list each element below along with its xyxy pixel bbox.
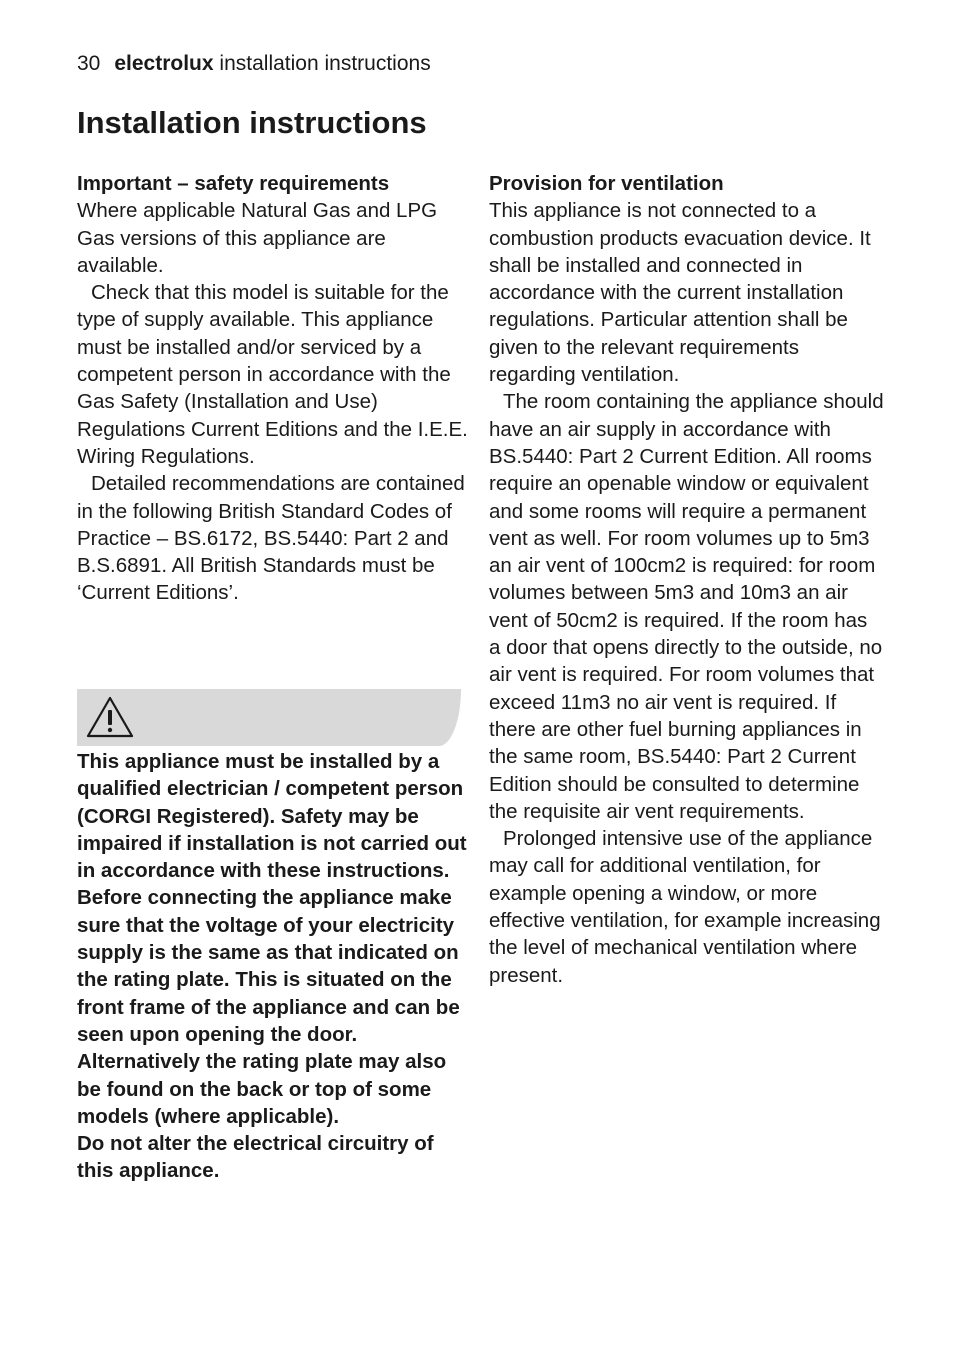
page-header bbox=[77, 50, 431, 78]
safety-paragraph: Check that this model is suitable for the type of supply available. This appliance must be installed and/or serviced by a competent person in accordance with the Gas Safety (Installation and Use) Regulations Current Editions and the I.E.E. Wiring Regulations. bbox=[77, 281, 468, 468]
warning-paragraph: Do not alter the electrical circuitry of this appliance. bbox=[77, 1132, 434, 1183]
header-section: installation instructions bbox=[219, 52, 431, 75]
right-column bbox=[489, 170, 884, 989]
page-title: Installation instructions bbox=[77, 105, 427, 140]
ventilation-heading: Provision for ventilation bbox=[489, 172, 724, 195]
warning-paragraph: This appliance must be installed by a qualified electrician / competent person (CORGI Registered). Safety may be impaired if installation is not carried out in accordance with these instructions. bbox=[77, 750, 467, 883]
safety-heading: Important – safety requirements bbox=[77, 172, 390, 195]
warning-triangle-icon bbox=[85, 695, 135, 739]
page-number: 30 bbox=[77, 52, 101, 75]
brand-name: electrolux bbox=[114, 52, 214, 75]
ventilation-paragraph: Prolonged intensive use of the appliance may call for additional ventilation, for example opening a window, or more effective ventilation, for example increasing the level of mechanical ventilation where present. bbox=[489, 827, 881, 987]
left-column bbox=[77, 170, 469, 607]
warning-paragraph: Alternatively the rating plate may also be found on the back or top of some models (where applicable). bbox=[77, 1050, 447, 1128]
ventilation-paragraph: The room containing the appliance should have an air supply in accordance with BS.5440: Part 2 Current Edition. All rooms require an openable window or equivalent and some rooms will require a permanent vent as well. For room volumes up to 5m3 an air vent of 100cm2 is required: for room volumes between 5m3 and 10m3 an air vent of 50cm2 is required. If the room has a door that opens directly to the outside, no air vent is required. For room volumes that exceed 11m3 no air vent is required. If there are other fuel burning appliances in the same room, BS.5440: Part 2 Current Edition should be consulted to determine the requisite air vent requirements. bbox=[489, 390, 884, 823]
ventilation-paragraph: This appliance is not connected to a combustion products evacuation device. It shall be installed and connected in accordance with the current installation regulations. Particular attention shall be given to the relevant requirements regarding ventilation. bbox=[489, 199, 871, 387]
safety-paragraph: Where applicable Natural Gas and LPG Gas versions of this appliance are available. bbox=[77, 199, 438, 277]
warning-banner bbox=[77, 689, 461, 746]
warning-paragraph: Before connecting the appliance make sure that the voltage of your electricity supply is the same as that indicated on the rating plate. This is situated on the front frame of the appliance and can be seen upon opening the door. bbox=[77, 886, 460, 1046]
warning-text bbox=[77, 748, 469, 1185]
safety-paragraph: Detailed recommendations are contained in the following British Standard Codes of Practice – BS.6172, BS.5440: Part 2 and B.S.6891. All British Standards must be ‘Current Editions’. bbox=[77, 472, 465, 605]
